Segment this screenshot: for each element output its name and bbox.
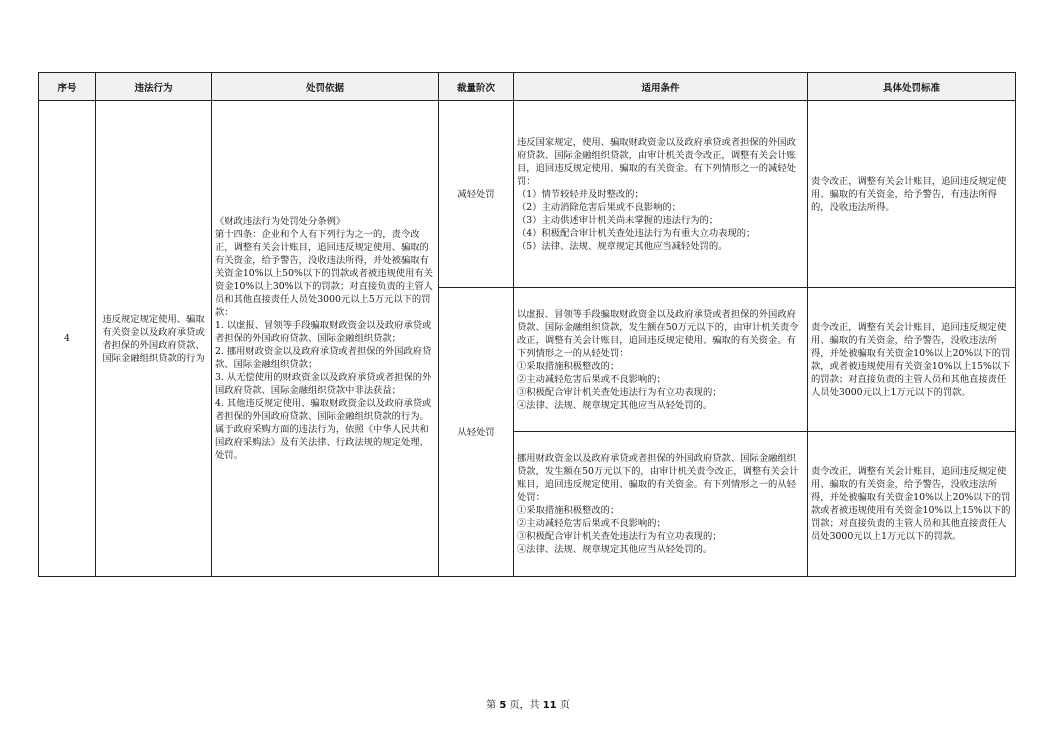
- header-basis: 处罚依据: [211, 72, 439, 101]
- header-seq: 序号: [38, 72, 96, 101]
- condition-line: 挪用财政资金以及政府承贷或者担保的外国政府贷款、国际金融组织贷款，发生额在50万元以下的，由审计机关责令改正，调整有关会计账目，追回违反规定使用、骗取的有关资金。有下列情形之一的从轻处罚：: [517, 453, 799, 503]
- conditions-cell-3: [513, 431, 808, 577]
- page-footer: [0, 696, 1056, 711]
- basis-line: 第十四条：企业和个人有下列行为之一的，责令改正，调整有关会计账目，追回违反规定使用、骗取的有关资金，给予警告，没收违法所得，并处被骗取有关资金10%以上50%以下的罚款或者被违规使用有关资金10%以上30%以下的罚款；对直接负责的主管人员和其他直接责任人员处3000元以上5万元以下的罚款：: [215, 229, 433, 318]
- basis-line: 2. 挪用财政资金以及政府承贷或者担保的外国政府贷款、国际金融组织贷款；: [215, 346, 432, 370]
- condition-line: ④法律、法规、规章规定其他应当从轻处罚的。: [517, 399, 713, 411]
- page-number: 5: [499, 700, 507, 711]
- page-total: 11: [542, 700, 557, 711]
- condition-line: 以虚报、冒领等手段骗取财政资金以及政府承贷或者担保的外国政府贷款、国际金融组织贷款，发生额在50万元以下的，由审计机关责令改正，调整有关会计账目，追回违反规定使用、骗取的有关资金。有下列情形之一的从轻处罚：: [517, 308, 799, 359]
- footer-suffix: 页: [559, 700, 570, 711]
- header-standard: 具体处罚标准: [807, 72, 1016, 101]
- basis-line: 4. 其他违反规定使用、骗取财政资金以及政府承贷或者担保的外国政府贷款、国际金融组织贷款的行为。: [215, 398, 432, 422]
- header-conditions: 适用条件: [513, 72, 808, 101]
- condition-line: （1）情节较轻并及时整改的；: [517, 188, 644, 200]
- condition-line: （3）主动供述审计机关尚未掌握的违法行为的；: [517, 214, 719, 226]
- condition-line: （2）主动消除危害后果或不良影响的；: [517, 201, 681, 213]
- condition-line: ②主动减轻危害后果或不良影响的；: [517, 518, 666, 529]
- header-violation: 违法行为: [95, 72, 212, 101]
- footer-middle: 页，共: [509, 700, 540, 711]
- violation-cell: 违反规定规定使用、骗取有关资金以及政府承贷或者担保的外国政府贷款、国际金融组织贷款的行为: [95, 100, 212, 577]
- basis-line: 《财政违法行为处罚处分条例》: [215, 216, 346, 227]
- condition-line: ①采取措施积极整改的；: [517, 505, 620, 516]
- condition-line: ①采取措施积极整改的；: [517, 360, 620, 372]
- basis-line: 3. 从无偿使用的财政资金以及政府承贷或者担保的外国政府贷款、国际金融组织贷款中非法获益；: [215, 372, 432, 396]
- condition-line: （4）积极配合审计机关查处违法行为有重大立功表现的；: [517, 227, 756, 239]
- row-seq: 4: [38, 100, 96, 577]
- condition-line: ③积极配合审计机关查处违法行为有立功表现的；: [517, 386, 722, 398]
- basis-line: 1. 以虚报、冒领等手段骗取财政资金以及政府承贷或者担保的外国政府贷款、国际金融组织贷款；: [215, 320, 432, 344]
- basis-line: 属于政府采购方面的违法行为，依照《中华人民共和国政府采购法》及有关法律、行政法规的规定处理、处罚。: [215, 424, 429, 461]
- footer-prefix: 第: [486, 700, 497, 711]
- level-cell-lenient: 从轻处罚: [438, 287, 514, 577]
- condition-line: ④法律、法规、规章规定其他应当从轻处罚的。: [517, 544, 713, 555]
- basis-cell: [211, 100, 439, 577]
- standard-cell-3: 责令改正，调整有关会计账目，追回违反规定使用、骗取的有关资金，给予警告，没收违法所得，并处被骗取有关资金10%以上20%以下的罚款或者被违规使用有关资金10%以上15%以下的罚款；对直接负责的主管人员和其他直接责任人员处3000元以上1万元以下的罚款。: [807, 431, 1016, 577]
- level-cell-mitigated: 减轻处罚: [438, 100, 514, 288]
- standard-cell-1: 责令改正，调整有关会计账目，追回违反规定使用、骗取的有关资金，给予警告，有违法所得的，没收违法所得。: [807, 100, 1016, 288]
- penalty-table: [38, 72, 1016, 577]
- condition-line: （5）法律、法规、规章规定其他应当减轻处罚的。: [517, 240, 728, 252]
- condition-line: ②主动减轻危害后果或不良影响的；: [517, 373, 666, 385]
- header-level: 裁量阶次: [438, 72, 514, 101]
- condition-line: 违反国家规定，使用、骗取财政资金以及政府承贷或者担保的外国政府贷款、国际金融组织贷款，由审计机关责令改正，调整有关会计账目，追回违反规定使用、骗取的有关资金。有下列情形之一的减轻处罚：: [517, 136, 796, 187]
- condition-line: ③积极配合审计机关查处违法行为有立功表现的；: [517, 531, 722, 542]
- standard-cell-2: 责令改正，调整有关会计账目，追回违反规定使用、骗取的有关资金，给予警告，没收违法所得，并处被骗取有关资金10%以上20%以下的罚款，或者被违规使用有关资金10%以上15%以下的罚款；对直接负责的主管人员和其他直接责任人员处3000元以上1万元以下的罚款。: [807, 287, 1016, 432]
- conditions-cell-2: [513, 287, 808, 432]
- conditions-cell-1: [513, 100, 808, 288]
